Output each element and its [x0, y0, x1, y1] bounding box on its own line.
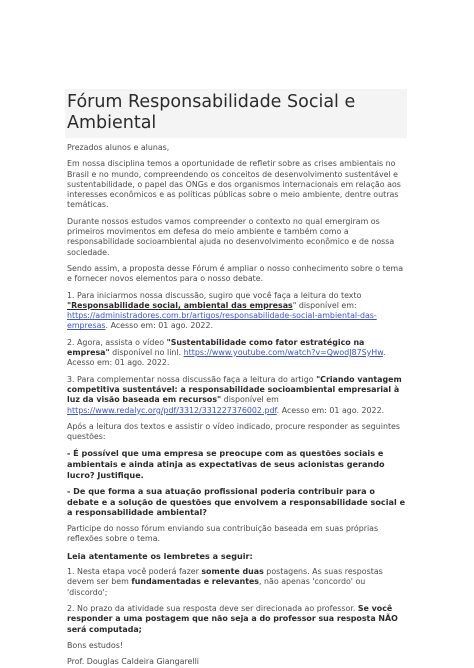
item-2-link[interactable]: https://www.youtube.com/watch?v=QwodJ87SyHw	[183, 348, 383, 358]
paragraph-participate: Participe do nosso fórum enviando sua contribuição baseada em suas próprias reflexões sobre o tema.	[67, 523, 379, 544]
item-1-link[interactable]: https://administradores.com.br/artigos/responsabilidade-social-ambiental-das-empresas	[67, 311, 377, 331]
reminder-2-bold: Se você responder a uma postagem que não seja a do professor sua resposta NÃO será computada;	[67, 604, 398, 634]
closing: Bons estudos!	[67, 640, 124, 650]
reminder-1-bold-b: fundamentadas e relevantes	[131, 577, 260, 587]
question-1: - É possível que uma empresa se preocupe com as questões sociais e ambientais e ainda atinja as expectativas de seus acionistas gerando lucro? Justifique.	[67, 448, 385, 480]
reminder-1-text-a: 1. Nesta etapa você poderá fazer	[67, 567, 202, 577]
item-3-title: "Criando vantagem competitiva sustentável: a responsabilidade socioambiental empresarial à luz da visão baseada em recursos"	[67, 374, 402, 405]
item-2	[67, 338, 407, 369]
item-1-suffix: . Acesso em: 01 ago. 2022.	[105, 321, 213, 331]
item-1-title: "Responsabilidade social, ambiental das empresas	[67, 300, 293, 310]
item-2-mid: disponível no linl.	[109, 348, 182, 358]
paragraph-intro: Em nossa disciplina temos a oportunidade de refletir sobre as crises ambientais no Brasil e no mundo, compreendendo os conceitos de desenvolvimento sustentável e sustentabilidade, o papel das ONGs e dos organismos internacionais em relação aos interesses econômicos e as políticas públicas sobre o meio ambiente, dentre outras temáticas.	[67, 159, 401, 210]
title-box	[65, 89, 407, 138]
item-2-title: "Sustentabilidade como fator estratégico na empresa"	[67, 337, 365, 358]
paragraph-context: Durante nossos estudos vamos compreender o contexto no qual emergiram os primeiros movimentos em defesa do meio ambiente e também como a responsabilidade socioambiental ajuda no desenvolvimento econômico e de nossa sociedade.	[67, 216, 395, 257]
reminders-heading: Leia atentamente os lembretes a seguir:	[67, 550, 253, 561]
page-title: Fórum Responsabilidade Social e Ambiental	[67, 92, 356, 133]
item-1-mid: " disponível em:	[292, 300, 357, 310]
item-3-prefix: 3. Para complementar nossa discussão faça a leitura do artigo	[67, 374, 314, 384]
reminder-1-bold-a: somente duas	[201, 567, 264, 577]
reminder-1	[67, 567, 407, 598]
item-3-suffix: . Acesso em: 01 ago. 2022.	[276, 405, 385, 415]
reminder-2-text: 2. No prazo da atividade sua resposta deve ser direcionada ao professor.	[67, 604, 358, 614]
question-2: - De que forma a sua atuação profissional poderia contribuir para o debate e a solução de questões que envolvem a responsabilidade social e a responsabilidade ambiental?	[67, 486, 406, 518]
item-2-suffix: . Acesso em: 01 ago. 2022.	[67, 348, 386, 368]
item-3	[67, 375, 407, 416]
item-3-mid: disponível em	[221, 395, 279, 405]
reminder-1-text-c: , não apenas 'concordo' ou 'discordo';	[67, 577, 366, 597]
paragraph-proposal: Sendo assim, a proposta desse Fórum é ampliar o nosso conhecimento sobre o tema e fornecer novos elementos para o nosso debate.	[67, 263, 404, 284]
document-page	[67, 89, 407, 668]
item-2-prefix: 2. Agora, assista o vídeo	[67, 337, 165, 347]
reminder-1-text-b: postagens. As suas respostas devem ser bem	[67, 567, 383, 587]
item-1	[67, 291, 407, 332]
reminder-2	[67, 604, 407, 635]
paragraph-instructions: Após a leitura dos textos e assistir o vídeo indicado, procure responder as seguintes questões:	[67, 421, 401, 442]
signature: Prof. Douglas Caldeira Giangarelli	[67, 657, 199, 667]
greeting: Prezados alunos e alunas,	[67, 143, 170, 152]
item-1-prefix: 1. Para iniciarmos nossa discussão, sugiro que você faça a leitura do texto	[67, 290, 362, 300]
item-3-link[interactable]: https://www.redalyc.org/pdf/3312/331227376002.pdf	[67, 405, 277, 415]
